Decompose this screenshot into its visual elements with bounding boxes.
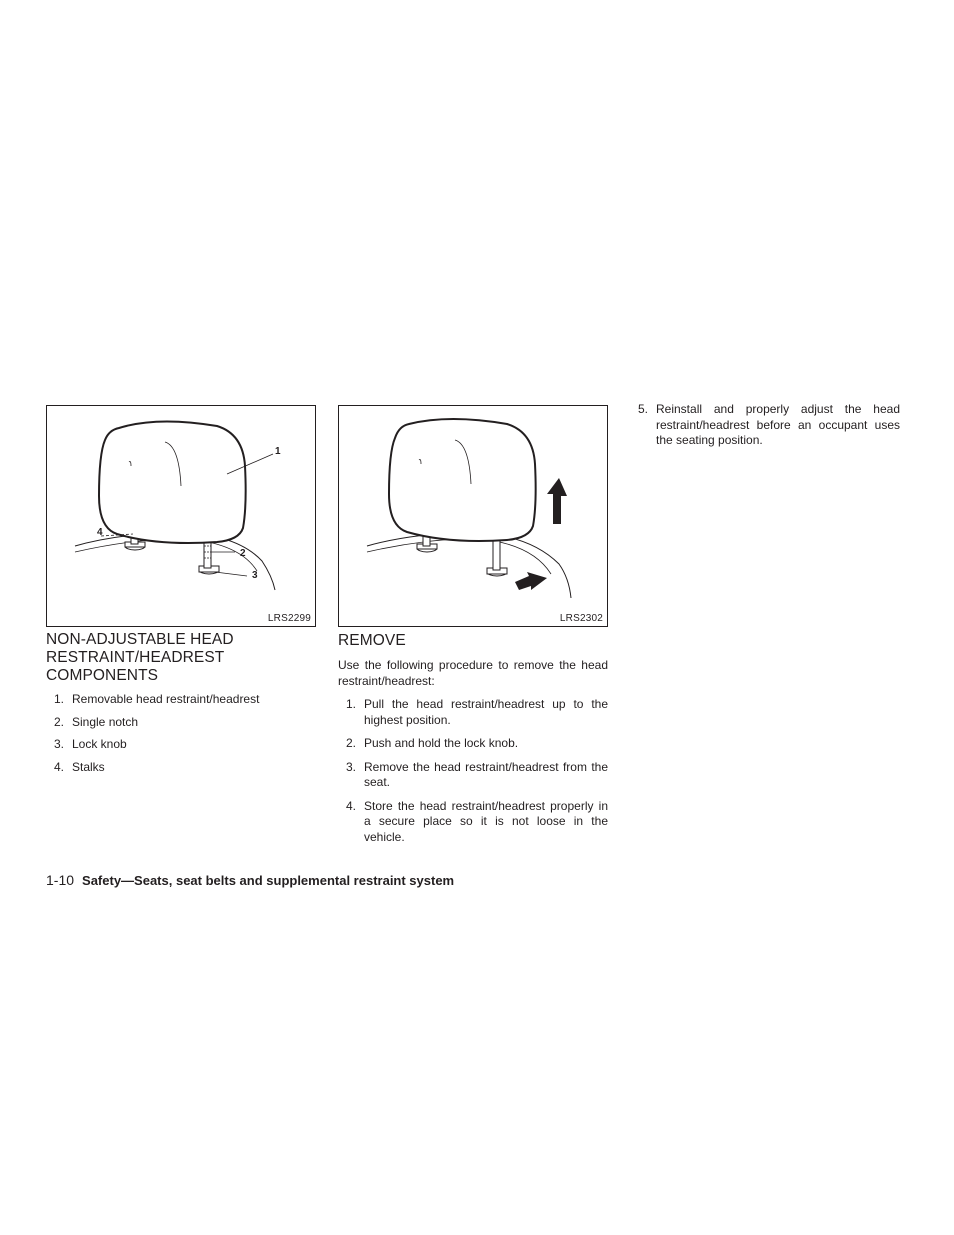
list-item: 5. Reinstall and properly adjust the head restraint/headrest before an occupant uses the seating position. bbox=[638, 402, 900, 447]
headrest-removal-illustration bbox=[339, 406, 607, 626]
section-title: Safety—Seats, seat belts and supplemental restraint system bbox=[82, 873, 455, 888]
components-heading: NON-ADJUSTABLE HEAD RESTRAINT/HEADREST COMPONENTS bbox=[46, 631, 234, 684]
figure-headrest-removal bbox=[338, 405, 608, 627]
list-item: 4. Stalks bbox=[54, 759, 105, 774]
headrest-components-illustration bbox=[47, 406, 315, 626]
remove-intro: Use the following procedure to remove the head restraint/headrest: bbox=[338, 658, 608, 688]
figure-code: LRS2299 bbox=[267, 613, 311, 624]
list-item: 1. Pull the head restraint/headrest up to the highest position. bbox=[346, 697, 608, 727]
remove-heading: REMOVE bbox=[338, 632, 406, 649]
list-item: 3. Lock knob bbox=[54, 737, 127, 751]
callout-1: 1 bbox=[275, 446, 281, 457]
figure-headrest-components bbox=[46, 405, 316, 627]
list-item: 1. Removable head restraint/headrest bbox=[54, 692, 260, 706]
list-item: 2. Push and hold the lock knob. bbox=[346, 736, 519, 750]
page-footer bbox=[46, 871, 454, 890]
list-item: 3. Remove the head restraint/headrest from the seat. bbox=[346, 759, 608, 789]
callout-4: 4 bbox=[97, 527, 103, 538]
page-number: 1-10 bbox=[46, 872, 75, 888]
remove-steps bbox=[338, 697, 608, 853]
reinstall-steps bbox=[638, 402, 900, 457]
list-item: 4. Store the head restraint/headrest properly in a secure place so it is not loose in the vehicle. bbox=[346, 798, 608, 844]
callout-3: 3 bbox=[252, 570, 258, 581]
figure-code: LRS2302 bbox=[559, 613, 603, 624]
callout-2: 2 bbox=[240, 548, 246, 559]
components-list bbox=[46, 692, 316, 782]
list-item: 2. Single notch bbox=[54, 714, 139, 729]
